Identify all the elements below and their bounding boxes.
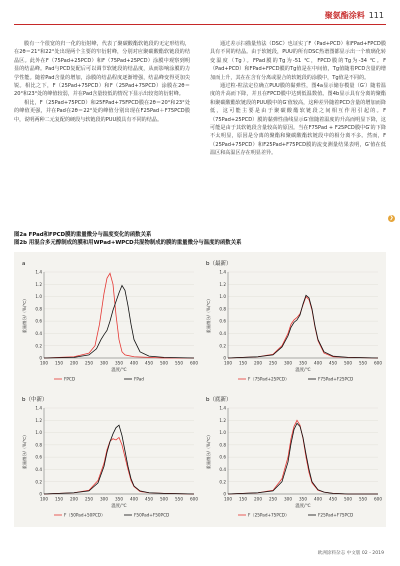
x-tick-label: 400 <box>130 360 138 366</box>
series-line <box>228 423 378 494</box>
x-tick-label: 450 <box>145 496 153 502</box>
panel-label: a <box>22 261 26 267</box>
y-axis-title: 重量微分/（%/℃） <box>22 296 27 334</box>
x-axis-title: 温度/℃ <box>295 368 311 373</box>
y-tick-label: 1.4 <box>219 405 226 411</box>
x-tick-label: 150 <box>239 496 247 502</box>
x-tick-label: 600 <box>190 496 198 502</box>
x-tick-label: 500 <box>344 360 352 366</box>
x-tick-label: 300 <box>284 360 292 366</box>
y-tick-label: 0.2 <box>219 479 226 485</box>
x-tick-label: 200 <box>254 496 262 502</box>
x-tick-label: 500 <box>160 496 168 502</box>
chart-panel-b-middle <box>18 392 200 523</box>
x-tick-label: 500 <box>344 496 352 502</box>
x-tick-label: 350 <box>115 496 123 502</box>
right-column <box>210 40 386 158</box>
caption-line: 图2b 用混合多元醇制成的膜和用WPad+WPCD共混物制成的膜的重量微分与温度的函数关系 <box>14 240 242 246</box>
x-tick-label: 100 <box>224 360 232 366</box>
x-tick-label: 400 <box>314 360 322 366</box>
x-tick-label: 450 <box>145 360 153 366</box>
paragraph: 膜有一个很宽的归一化的衍射峰，代表了聚碳酸酯软链段的无定形结构，在2θ＝21°和22°处出现两个主要的窄衍射峰，分别对应聚碳酸酯软链段的结晶区。此外在F（75Pad+25PCD）和F（75Pad+25PCD）涂膜中观察到明显的结晶峰。Pad与PCD复配后可以调节软链段的结晶度，从而影响涂膜的力学性能。随着Pad含量的增加，涂膜的结晶程度逐渐增强，结晶峰变得更加尖锐。相比之下，F（25Pad+75PCD）和F（25Pad+75PCD）涂膜在2θ＝20°和23°处的峰值较弱，并在Pad含量较低的情况下显示出较宽的衍射峰。 <box>14 41 190 98</box>
y-tick-label: 0.4 <box>219 331 226 337</box>
y-tick-label: 1.2 <box>35 281 42 287</box>
x-tick-label: 350 <box>299 496 307 502</box>
running-header <box>325 10 384 21</box>
x-tick-label: 450 <box>329 360 337 366</box>
y-tick-label: 0.4 <box>35 331 42 337</box>
legend-label: F25Pad+F75PCD <box>318 512 354 518</box>
x-tick-label: 600 <box>374 496 382 502</box>
x-tick-label: 600 <box>190 360 198 366</box>
y-axis-title: 重量微分/（%/℃） <box>206 432 211 470</box>
y-tick-label: 0 <box>39 491 42 497</box>
y-tick-label: 0.8 <box>35 306 42 312</box>
x-tick-label: 300 <box>284 496 292 502</box>
legend-label: F（25Pad+75PCD） <box>248 512 290 518</box>
series-line <box>228 295 378 358</box>
legend-label: FPCD <box>64 376 76 382</box>
y-tick-label: 1.0 <box>35 294 42 300</box>
header-rule <box>14 24 386 25</box>
panel-label: b（最新） <box>206 261 232 267</box>
legend-label: F50Pad+F50PCD <box>134 512 170 518</box>
y-tick-label: 0 <box>223 491 226 497</box>
legend-label: F75Pad+F25PCD <box>318 376 354 382</box>
x-axis-title: 温度/℃ <box>111 504 127 509</box>
footer-text: 欧洲涂料杂志 中文版 02・2019 <box>317 551 384 556</box>
y-axis-title: 重量微分/（%/℃） <box>206 296 211 334</box>
y-tick-label: 0.4 <box>35 467 42 473</box>
x-tick-label: 150 <box>55 496 63 502</box>
x-tick-label: 150 <box>239 360 247 366</box>
y-tick-label: 1.0 <box>35 430 42 436</box>
legend-label: FPad <box>134 376 144 382</box>
y-tick-label: 0.8 <box>219 442 226 448</box>
x-tick-label: 250 <box>85 496 93 502</box>
chart-panel-b-bottom <box>202 392 384 523</box>
y-tick-label: 0 <box>223 355 226 361</box>
paragraph: 通过粒-粒法定位确立PUU膜的黏弹性，图4a显示储存模量（G′）随着温度的升高而下降，并且在FPCD膜中达到低温数值。图4b显示具有分离的聚酯和聚碳酸酯软链段的PUU膜中的G′值较高，这种差异随着PCD含量的增加而降低，这可能主要是由于聚碳酸酯软链段之间相互作用引起的。F（75Pad+25PCD）膜的黏弹性曲线显示G′值随着温度的升高而明显下降，这可能是由于其软链段含量较高的原因。当在F75Pad + F25PCD膜中G′的下降不太明显，原因是分离的聚酯和聚碳酸酯软链段中的相分离不多。然而，F（25Pad+75PCD）和F25Pad+F75PCD膜的流变测量结果表明，G′值在低温区和高温区存在明显差异。 <box>210 83 386 157</box>
x-tick-label: 550 <box>359 496 367 502</box>
x-tick-label: 500 <box>160 360 168 366</box>
x-tick-label: 400 <box>314 496 322 502</box>
y-tick-label: 0.2 <box>35 343 42 349</box>
y-tick-label: 1.2 <box>35 417 42 423</box>
y-axis-title: 重量微分/（%/℃） <box>22 432 27 470</box>
x-axis-title: 温度/℃ <box>295 504 311 509</box>
x-tick-label: 550 <box>175 496 183 502</box>
y-tick-label: 0.6 <box>35 318 42 324</box>
y-tick-label: 1.4 <box>35 269 42 275</box>
y-tick-label: 0.6 <box>219 454 226 460</box>
y-tick-label: 1.4 <box>35 405 42 411</box>
figure-area <box>14 252 386 527</box>
page-number: 111 <box>368 11 384 20</box>
x-tick-label: 100 <box>40 360 48 366</box>
series-line <box>44 437 194 494</box>
y-tick-label: 1.0 <box>219 430 226 436</box>
y-tick-label: 0.6 <box>219 318 226 324</box>
section-title: 聚氨酯涂料 <box>324 11 365 20</box>
x-tick-label: 350 <box>115 360 123 366</box>
legend-label: F（75Pad+25PCD） <box>248 376 290 382</box>
panel-label: b（底新） <box>206 397 232 403</box>
series-line <box>44 425 194 494</box>
chart-panel-a <box>18 256 200 387</box>
x-tick-label: 450 <box>329 496 337 502</box>
legend-label: F（50Pad+50PCD） <box>64 512 106 518</box>
x-tick-label: 200 <box>70 360 78 366</box>
y-tick-label: 1.2 <box>219 417 226 423</box>
x-tick-label: 400 <box>130 496 138 502</box>
x-tick-label: 600 <box>374 360 382 366</box>
y-tick-label: 1.0 <box>219 294 226 300</box>
x-tick-label: 250 <box>269 360 277 366</box>
chart-panel-b-top <box>202 256 384 387</box>
continue-arrow-icon: ❯ <box>389 215 394 221</box>
y-tick-label: 0.2 <box>219 343 226 349</box>
x-tick-label: 350 <box>299 360 307 366</box>
x-tick-label: 150 <box>55 360 63 366</box>
series-line <box>44 273 194 358</box>
y-tick-label: 1.4 <box>219 269 226 275</box>
x-tick-label: 550 <box>359 360 367 366</box>
x-tick-label: 300 <box>100 360 108 366</box>
left-column <box>14 40 190 124</box>
y-tick-label: 0.4 <box>219 467 226 473</box>
y-tick-label: 0 <box>39 355 42 361</box>
paragraph: 相比，F（25Pad+75PCD）和25FPad+75FPCD膜在2θ＝20°和23°处的峰值更强，并在Pad在2θ＝22°处的峰值分别出现在F25Pad＋F75PCD膜中，说明两种二元复配的硬段与软链段的PUU膜具有不同的结晶。 <box>14 99 190 123</box>
x-tick-label: 200 <box>254 360 262 366</box>
panel-label: b（中新） <box>22 397 48 403</box>
x-tick-label: 250 <box>85 360 93 366</box>
x-tick-label: 100 <box>224 496 232 502</box>
x-axis-title: 温度/℃ <box>111 368 127 373</box>
series-line <box>228 297 378 358</box>
y-tick-label: 0.8 <box>219 306 226 312</box>
x-tick-label: 200 <box>70 496 78 502</box>
y-tick-label: 0.8 <box>35 442 42 448</box>
y-tick-label: 0.6 <box>35 454 42 460</box>
caption-line: 图2a FPad和FPCD膜的重量微分与温度变化的函数关系 <box>14 232 152 238</box>
y-tick-label: 1.2 <box>219 281 226 287</box>
x-tick-label: 250 <box>269 496 277 502</box>
y-tick-label: 0.2 <box>35 479 42 485</box>
x-tick-label: 300 <box>100 496 108 502</box>
paragraph: 通过差示扫描量热法（DSC）也证实了F（Pad+PCD）和FPad+FPCD膜具有不同的结晶。由于软链段，PUU的所有DSC热谱图都显示出一个玻璃化转变温度（Tg）。FPad膜的Tg为-51 ℃，FPCD膜的Tg为-34 ℃。F（Pad+PCD）和FPad+FPCD膜的Tg值是在中间值，Tg值随着PCD含量的增加而上升，其在在含有分离或混合的软链段的涂膜中，Tg值是不同的。 <box>210 41 386 81</box>
figure-caption <box>14 231 241 247</box>
x-tick-label: 550 <box>175 360 183 366</box>
x-tick-label: 100 <box>40 496 48 502</box>
